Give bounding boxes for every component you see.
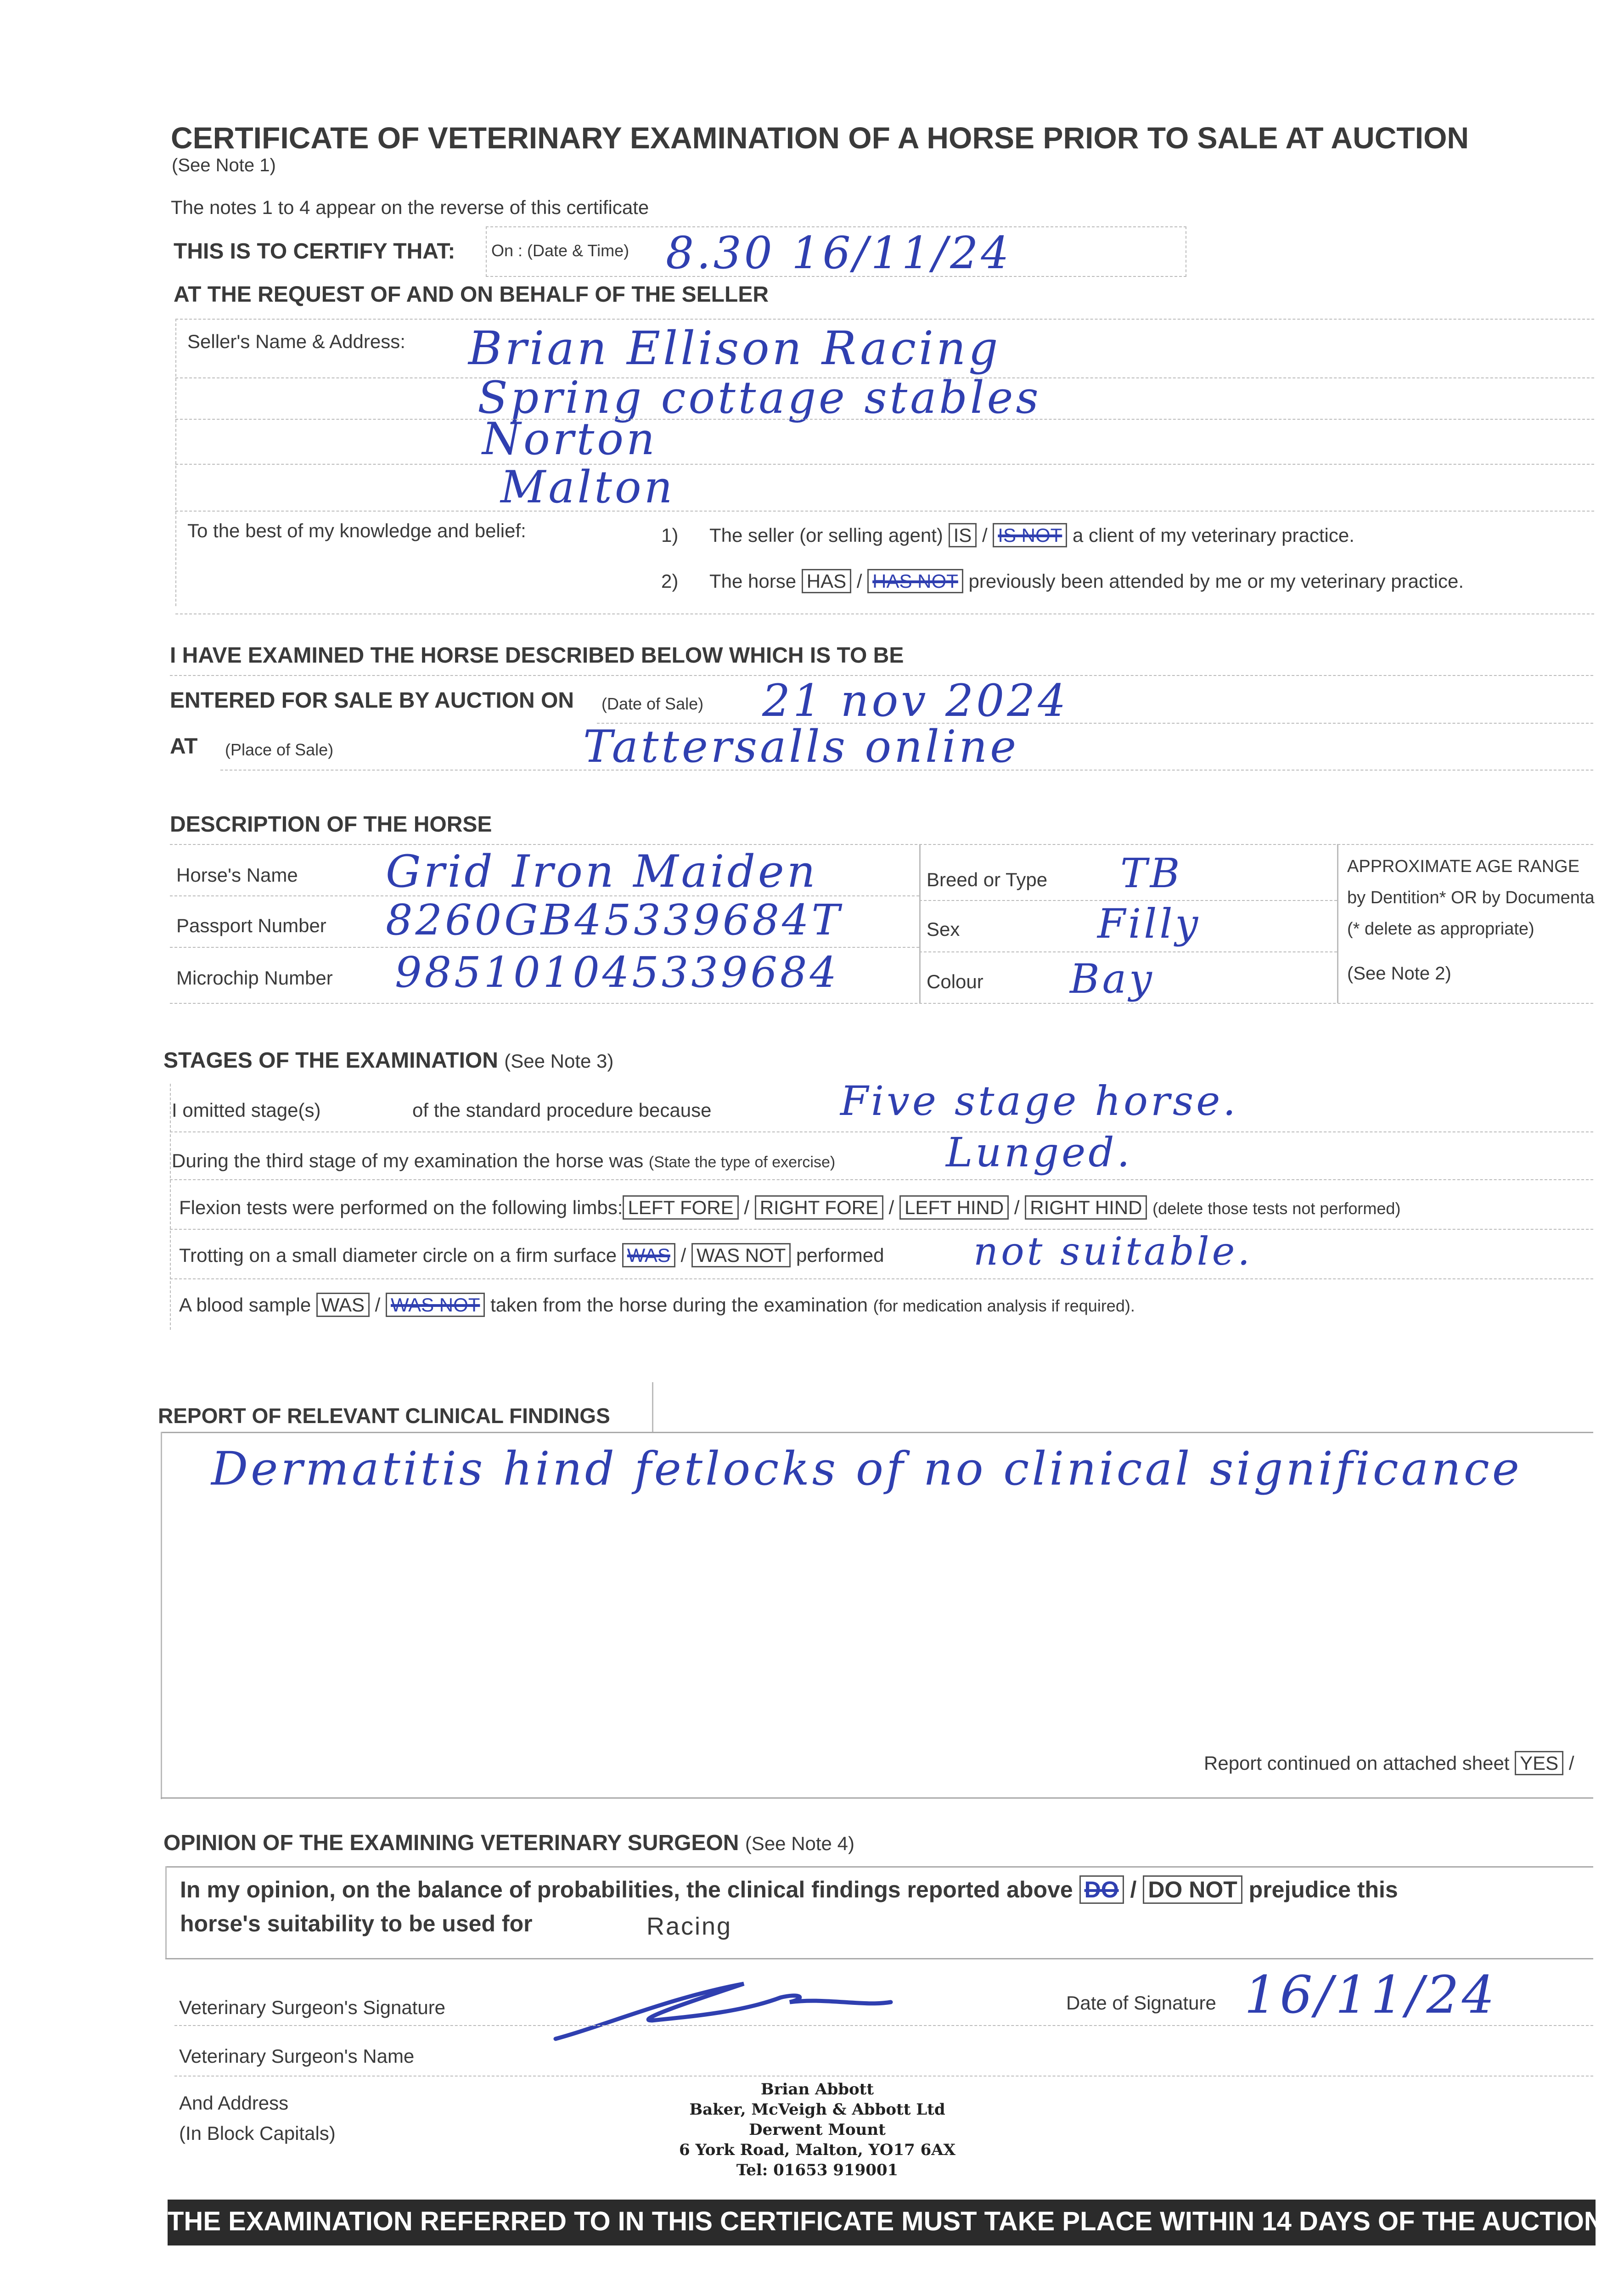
- report-continued-sep: /: [1568, 1752, 1574, 1774]
- stamp-line-5: Tel: 01653 919001: [736, 2161, 899, 2179]
- report-heading-divider: [652, 1382, 653, 1433]
- do-not-option[interactable]: DO NOT: [1143, 1875, 1242, 1904]
- third-stage-note: (State the type of exercise): [648, 1154, 836, 1171]
- sale-rule-3: [220, 770, 1593, 771]
- microchip-value[interactable]: 985101045339684: [395, 948, 839, 997]
- blood-sep: /: [375, 1294, 381, 1316]
- date-of-signature-value[interactable]: 16/11/24: [1244, 1965, 1498, 2025]
- notes-line: The notes 1 to 4 appear on the reverse of this certificate: [171, 197, 649, 218]
- certificate-title: CERTIFICATE OF VETERINARY EXAMINATION OF A HORSE PRIOR TO SALE AT AUCTION: [171, 121, 1469, 155]
- flexion-left-hind[interactable]: LEFT HIND: [899, 1195, 1009, 1220]
- place-of-sale-label: (Place of Sale): [225, 740, 334, 759]
- request-line: AT THE REQUEST OF AND ON BEHALF OF THE SELLER: [174, 282, 769, 307]
- microchip-label: Microchip Number: [176, 967, 333, 989]
- belief-item-2-post: previously been attended by me or my veterinary practice.: [968, 570, 1464, 592]
- desc-rule-bottom: [170, 1003, 1593, 1004]
- examined-heading: I HAVE EXAMINED THE HORSE DESCRIBED BELOW WHICH IS TO BE: [170, 643, 904, 668]
- flexion-sep-1: /: [744, 1197, 750, 1218]
- seller-line-3[interactable]: Norton: [482, 413, 657, 465]
- stages-rule-3: [170, 1229, 1593, 1230]
- belief-item-1-pre: The seller (or selling agent): [709, 524, 943, 546]
- belief-item-1-sep: /: [982, 524, 988, 546]
- is-option[interactable]: IS: [949, 523, 977, 547]
- date-of-sale-label: (Date of Sale): [601, 694, 704, 713]
- report-left-rule: [161, 1432, 162, 1799]
- has-option[interactable]: HAS: [802, 569, 851, 593]
- sex-value[interactable]: Filly: [1097, 900, 1201, 947]
- opinion-heading-note: (See Note 4): [745, 1833, 854, 1854]
- trot-value[interactable]: not suitable.: [973, 1229, 1253, 1274]
- seller-box-top: [175, 319, 1594, 320]
- stages-rule-4: [170, 1278, 1593, 1279]
- address-label: And Address: [179, 2092, 289, 2114]
- do-option[interactable]: DO: [1079, 1875, 1124, 1904]
- belief-rule: [175, 613, 1594, 614]
- seller-rule-4: [175, 511, 1594, 512]
- third-stage-text: During the third stage of my examination the horse was: [172, 1150, 644, 1171]
- seller-line-4[interactable]: Malton: [500, 461, 675, 513]
- entered-label: ENTERED FOR SALE BY AUCTION ON: [170, 688, 574, 713]
- seller-rule-2: [175, 419, 1594, 420]
- flexion-note: (delete those tests not performed): [1152, 1199, 1401, 1218]
- on-date-label: On : (Date & Time): [491, 241, 629, 260]
- omitted-label: I omitted stage(s): [172, 1099, 321, 1121]
- flexion-left-fore[interactable]: LEFT FORE: [623, 1195, 738, 1220]
- age-range-note: (See Note 2): [1347, 963, 1451, 984]
- seller-label: Seller's Name & Address:: [187, 331, 405, 352]
- desc-divider-1: [919, 844, 921, 1003]
- certify-label: THIS IS TO CERTIFY THAT:: [174, 239, 455, 264]
- see-note-1: (See Note 1): [172, 155, 276, 175]
- trot-post: performed: [796, 1244, 884, 1266]
- on-date-value[interactable]: 8.30 16/11/24: [666, 227, 1012, 279]
- opinion-sep: /: [1130, 1877, 1137, 1902]
- passport-label: Passport Number: [176, 915, 326, 936]
- stages-heading-note: (See Note 3): [504, 1050, 614, 1072]
- flexion-label: Flexion tests were performed on the following limbs:: [179, 1197, 623, 1218]
- flexion-row: [179, 1197, 1400, 1219]
- horse-name-label: Horse's Name: [176, 864, 298, 886]
- has-not-option[interactable]: HAS NOT: [867, 569, 963, 593]
- date-of-sale-value[interactable]: 21 nov 2024: [762, 675, 1069, 726]
- belief-item-1: [709, 524, 1354, 546]
- age-range-by: by Dentition* OR by Documenta: [1347, 888, 1595, 907]
- belief-item-2-pre: The horse: [709, 570, 797, 592]
- desc-rule-4: [919, 951, 1337, 952]
- colour-label: Colour: [927, 971, 983, 992]
- vet-stamp: [611, 2079, 1024, 2180]
- stages-rule-2: [170, 1179, 1593, 1180]
- blood-row: [179, 1294, 1135, 1316]
- seller-rule-3: [175, 464, 1594, 465]
- belief-item-2-sep: /: [856, 570, 862, 592]
- vet-signature[interactable]: [551, 1970, 900, 2053]
- belief-item-2-num: 2): [661, 570, 679, 592]
- belief-item-2: [709, 570, 1464, 592]
- vet-name-label: Veterinary Surgeon's Name: [179, 2045, 415, 2067]
- flexion-sep-3: /: [1014, 1197, 1020, 1218]
- date-of-signature-label: Date of Signature: [1066, 1992, 1216, 2014]
- trot-row: [179, 1244, 884, 1266]
- report-continued-label: Report continued on attached sheet: [1204, 1752, 1510, 1774]
- report-continued: [1204, 1752, 1574, 1774]
- blood-note: (for medication analysis if required).: [873, 1296, 1135, 1315]
- blood-was-not-option[interactable]: WAS NOT: [386, 1293, 485, 1317]
- use-value[interactable]: Racing: [646, 1913, 732, 1940]
- desc-rule-top: [170, 844, 1593, 845]
- belief-item-1-num: 1): [661, 524, 679, 546]
- footer-banner-text: THE EXAMINATION REFERRED TO IN THIS CERTIFICATE MUST TAKE PLACE WITHIN 14 DAYS OF THE AUCTION: [168, 2206, 1603, 2236]
- desc-divider-2: [1337, 844, 1338, 1003]
- flexion-sep-2: /: [888, 1197, 894, 1218]
- report-rule-bottom: [161, 1797, 1593, 1799]
- trot-was-not-option[interactable]: WAS NOT: [691, 1243, 791, 1267]
- stages-rule-1: [170, 1131, 1593, 1132]
- trot-label: Trotting on a small diameter circle on a firm surface: [179, 1244, 617, 1266]
- stamp-line-2: Baker, McVeigh & Abbott Ltd: [689, 2100, 945, 2119]
- breed-label: Breed or Type: [927, 869, 1048, 890]
- belief-item-1-post: a client of my veterinary practice.: [1072, 524, 1354, 546]
- blood-was-option[interactable]: WAS: [316, 1293, 370, 1317]
- horse-name-value[interactable]: Grid Iron Maiden: [386, 846, 818, 897]
- report-continued-yes[interactable]: YES: [1515, 1751, 1563, 1775]
- stages-left-rule: [170, 1084, 171, 1330]
- stamp-line-1: Brian Abbott: [760, 2080, 874, 2099]
- report-rule-top: [161, 1432, 1593, 1433]
- trot-sep: /: [680, 1244, 686, 1266]
- flexion-right-fore[interactable]: RIGHT FORE: [755, 1195, 883, 1220]
- description-heading: DESCRIPTION OF THE HORSE: [170, 812, 492, 837]
- address-caps-label: (In Block Capitals): [179, 2122, 336, 2144]
- age-range-title: APPROXIMATE AGE RANGE: [1347, 857, 1580, 876]
- name-rule: [174, 2076, 1593, 2077]
- third-stage-label: [172, 1150, 835, 1172]
- opinion-left-rule: [165, 1866, 167, 1958]
- opinion-line-2: horse's suitability to be used for: [180, 1911, 533, 1936]
- colour-value[interactable]: Bay: [1070, 955, 1155, 1002]
- opinion-heading-text: OPINION OF THE EXAMINING VETERINARY SURGEON: [163, 1831, 739, 1855]
- blood-post: taken from the horse during the examination: [490, 1294, 868, 1316]
- belief-label: To the best of my knowledge and belief:: [187, 520, 526, 541]
- at-label: AT: [170, 734, 198, 759]
- report-value[interactable]: Dermatitis hind fetlocks of no clinical significance: [211, 1442, 1522, 1496]
- opinion-rule-top: [165, 1866, 1593, 1868]
- seller-line-2[interactable]: Spring cottage stables: [478, 372, 1041, 423]
- sig-label: Veterinary Surgeon's Signature: [179, 1997, 446, 2018]
- opinion-line-1: [180, 1876, 1398, 1903]
- stages-heading: [163, 1048, 613, 1073]
- place-of-sale-value[interactable]: Tattersalls online: [583, 721, 1019, 772]
- seller-box-left: [175, 319, 176, 606]
- blood-label: A blood sample: [179, 1294, 311, 1316]
- stamp-line-3: Derwent Mount: [749, 2121, 886, 2139]
- sig-rule: [174, 2025, 1593, 2026]
- report-heading: REPORT OF RELEVANT CLINICAL FINDINGS: [158, 1404, 610, 1428]
- passport-value[interactable]: 8260GB45339684T: [386, 895, 843, 945]
- omitted-mid: of the standard procedure because: [412, 1099, 712, 1121]
- third-stage-value[interactable]: Lunged.: [946, 1129, 1133, 1176]
- breed-value[interactable]: TB: [1120, 850, 1183, 897]
- sex-label: Sex: [927, 918, 960, 940]
- stamp-line-4: 6 York Road, Malton, YO17 6AX: [679, 2141, 956, 2159]
- seller-line-1[interactable]: Brian Ellison Racing: [468, 321, 1001, 375]
- omitted-value[interactable]: Five stage horse.: [840, 1077, 1239, 1125]
- age-range-delete: (* delete as appropriate): [1347, 919, 1534, 939]
- opinion-line-1-text: In my opinion, on the balance of probabilities, the clinical findings reported above: [180, 1877, 1073, 1902]
- is-not-option[interactable]: IS NOT: [993, 523, 1067, 547]
- trot-was-option[interactable]: WAS: [622, 1243, 675, 1267]
- flexion-right-hind[interactable]: RIGHT HIND: [1025, 1195, 1147, 1220]
- opinion-heading: [163, 1830, 854, 1856]
- stages-heading-text: STAGES OF THE EXAMINATION: [163, 1048, 498, 1073]
- opinion-line-1-post: prejudice this: [1248, 1877, 1398, 1902]
- opinion-rule-bottom: [165, 1958, 1593, 1959]
